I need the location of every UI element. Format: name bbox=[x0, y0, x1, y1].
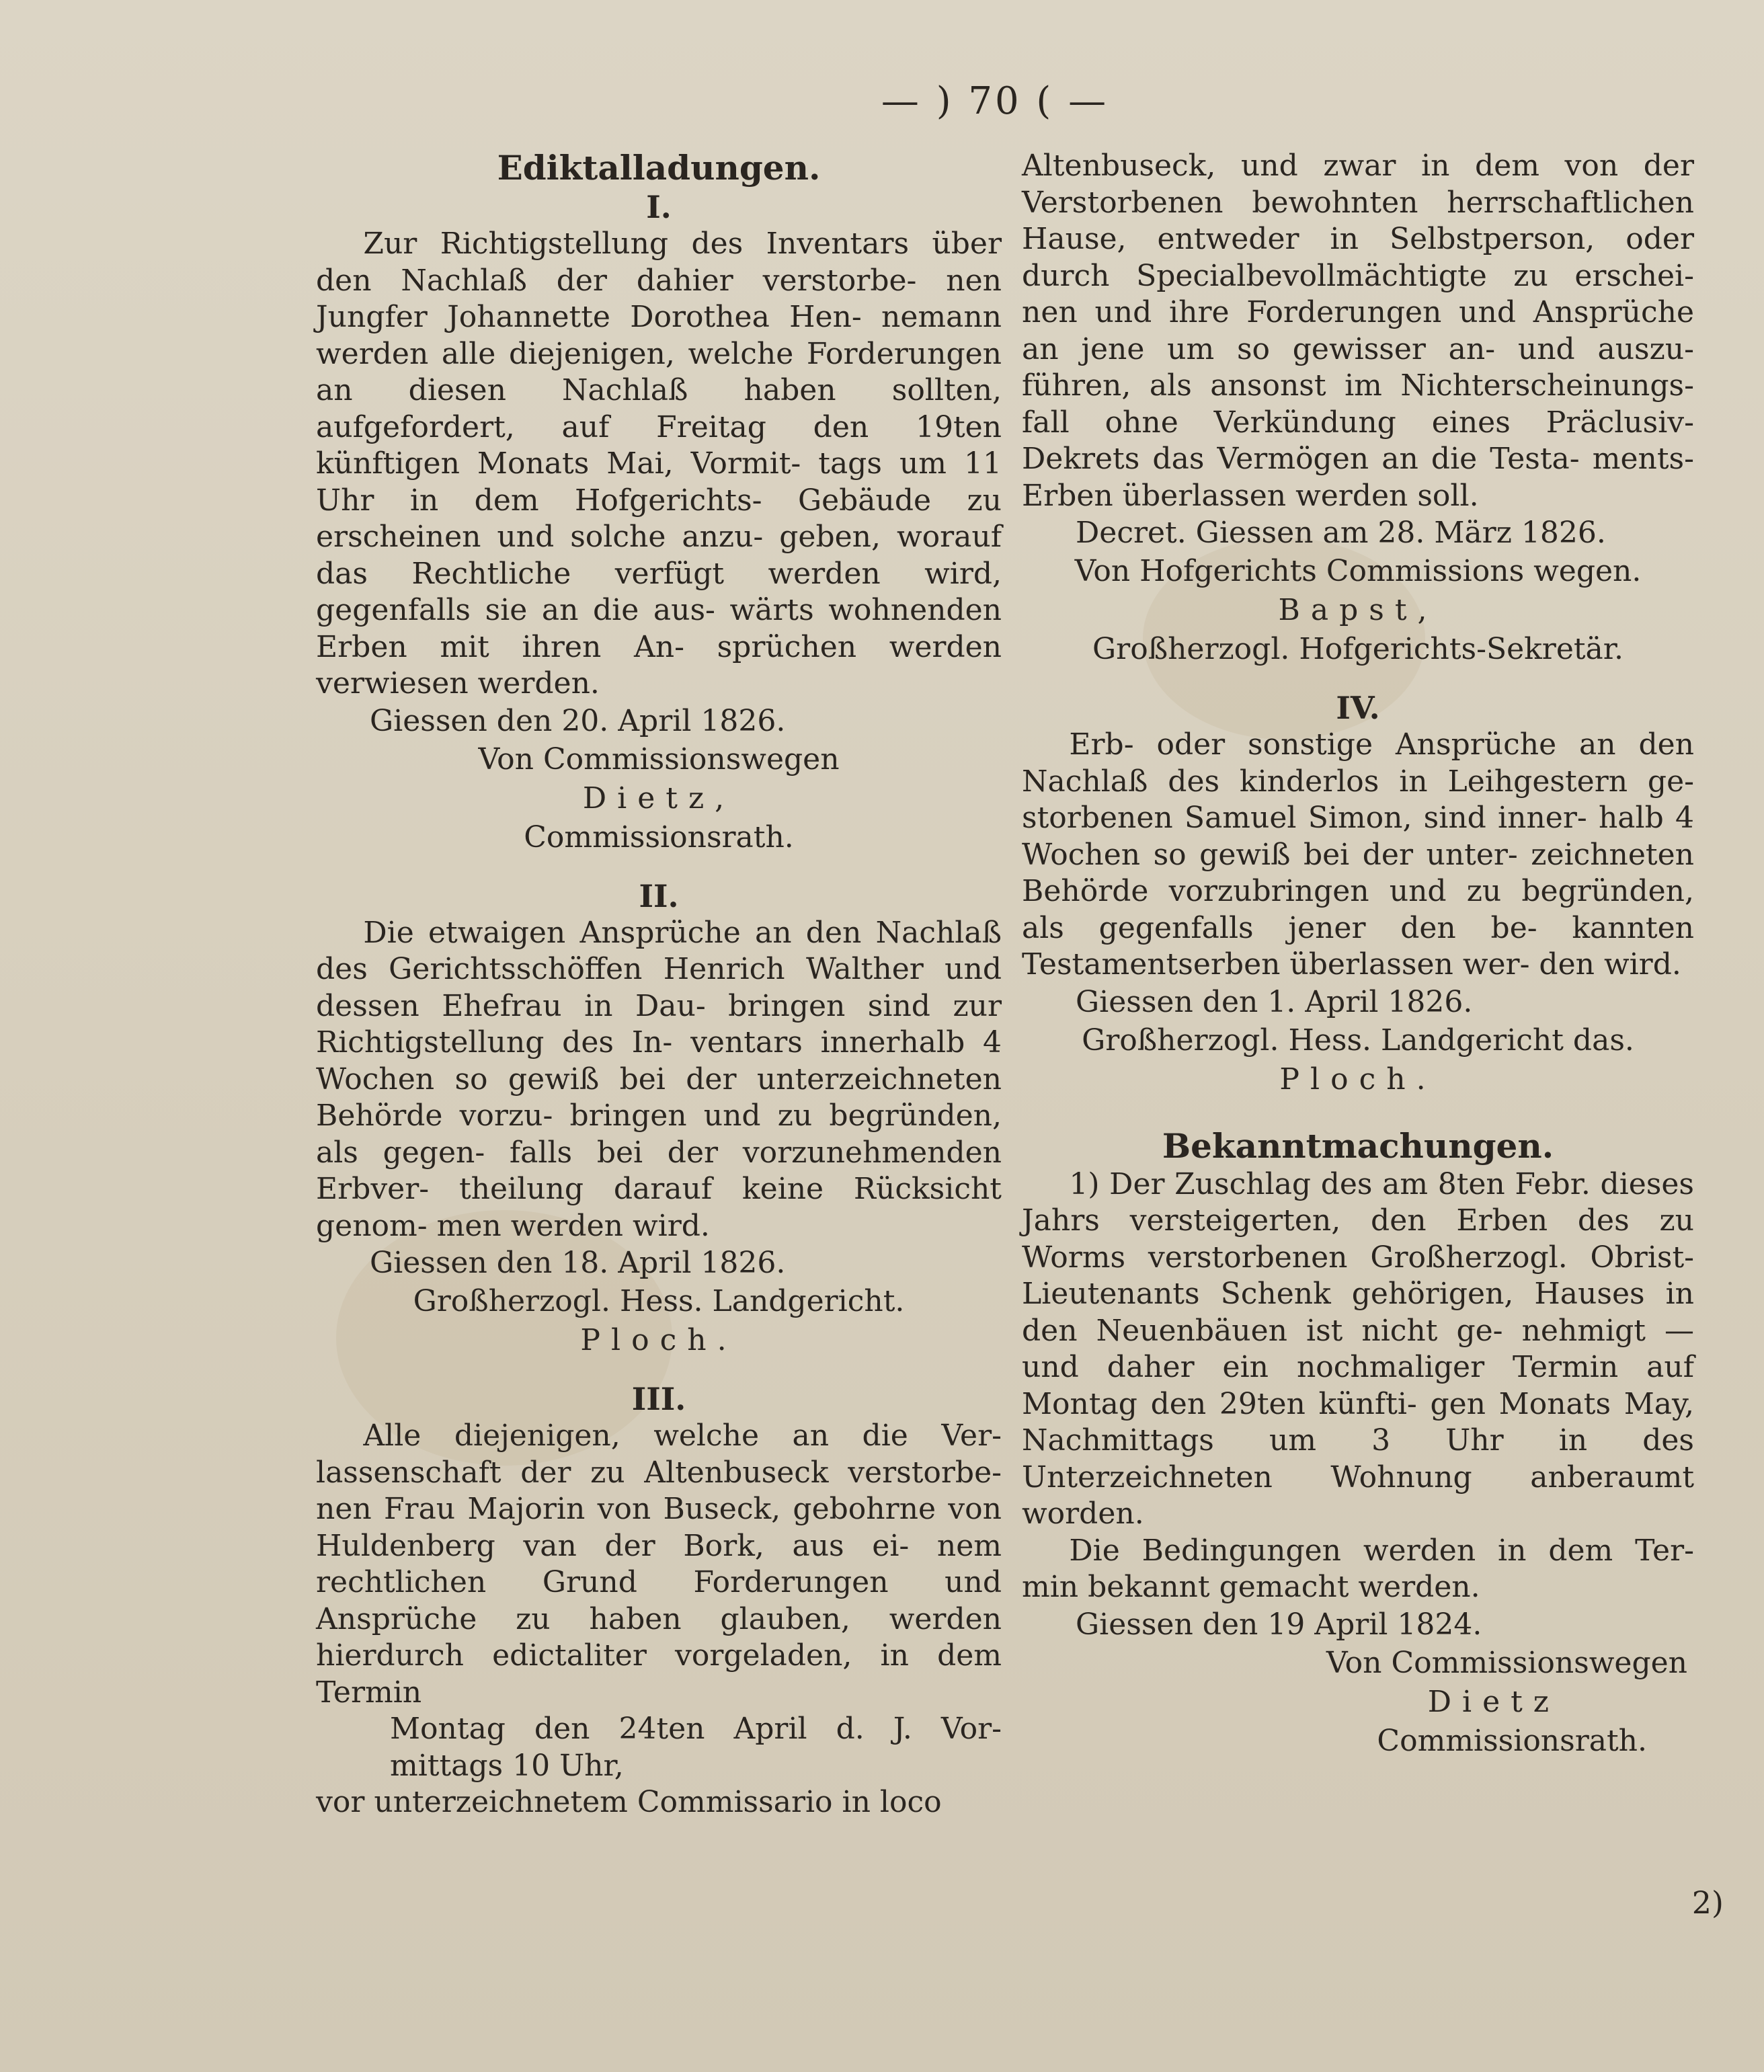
right-column bbox=[1022, 148, 1694, 1761]
notice-3-term: Montag den 24ten April d. J. Vor- mittags 10 Uhr, bbox=[390, 1712, 1002, 1783]
notice-1-authority: Von Commissionswegen bbox=[478, 742, 840, 776]
page-number: — ) 70 ( — bbox=[881, 79, 1109, 123]
notice-numeral-1: I. bbox=[646, 189, 672, 225]
notice-4-signer: Ploch. bbox=[1279, 1062, 1437, 1097]
left-column bbox=[316, 148, 1002, 1821]
notice-2-authority: Großherzogl. Hess. Landgericht. bbox=[413, 1284, 905, 1318]
notice-3-continuation: Altenbuseck, und zwar in dem von der Verstorbenen bewohnten herrschaftlichen Hause, entweder in Selbstperson, oder durch Specialbevollmächtigte zu erschei- nen und ihre Forderungen und Ansprüche an jene um so gewisser an- und auszu- führen, als ansonst im Nichterscheinungs- fall ohne Verkündung eines Präclusiv- Dekrets das Vermögen an die Testa- ments-Erben überlassen werden soll. bbox=[1022, 149, 1694, 513]
notice-2-text: Die etwaigen Ansprüche an den Nachlaß des Gerichtsschöffen Henrich Walther und dessen Ehefrau in Dau- bringen sind zur Richtigstellung des In- ventars innerhalb 4 Wochen so gewiß bei der unterzeichneten Behörde vorzu- bringen und zu begründen, als gegen- falls bei der vorzunehmenden Erbver- theilung darauf keine Rücksicht genom- men werden wird. bbox=[316, 915, 1002, 1243]
section-title-bekanntmachungen: Bekanntmachungen. bbox=[1162, 1125, 1554, 1166]
notice-3-text: Alle diejenigen, welche an die Ver- lassenschaft der zu Altenbuseck verstorbe- nen Frau Majorin von Buseck, gebohrne von Huldenberg van der Bork, aus ei- nem rechtlichen Grund Forderungen und Ansprüche zu haben glauben, werden hierdurch edictaliter vorgeladen, in dem Termin bbox=[316, 1419, 1002, 1710]
notice-2-date: Giessen den 18. April 1826. bbox=[370, 1246, 786, 1280]
notice-3-authority: Von Hofgerichts Commissions wegen. bbox=[1074, 554, 1642, 588]
notice-1-title: Commissionsrath. bbox=[524, 820, 794, 854]
notice-1-text: Zur Richtigstellung des Inventars über den Nachlaß der dahier verstorbe- nen Jungfer Johannette Dorothea Hen- nemann werden alle diejenigen, welche Forderungen an diesen Nachlaß haben sollten, aufgefordert, auf Freitag den 19ten künftigen Monats Mai, Vormit- tags um 11 Uhr in dem Hofgerichts- Gebäude zu erscheinen und solche anzu- geben, worauf das Rechtliche verfügt werden wird, gegenfalls sie an die aus- wärts wohnenden Erben mit ihren An- sprüchen werden verwiesen werden. bbox=[316, 227, 1002, 701]
notice-3-signer: Bapst, bbox=[1278, 593, 1438, 627]
announcement-1-conditions: Die Bedingungen werden in dem Ter- min bekannt gemacht werden. bbox=[1022, 1533, 1694, 1604]
notice-4-text: Erb- oder sonstige Ansprüche an den Nachlaß des kinderlos in Leihgestern ge- storbenen Samuel Simon, sind inner- halb 4 Wochen so gewiß bei der unter- zeichneten Behörde vorzubringen und zu begründen, als gegenfalls jener den be- kannten Testamentserben überlassen wer- den wird. bbox=[1022, 727, 1694, 982]
announcement-1-text: 1) Der Zuschlag des am 8ten Febr. dieses Jahrs versteigerten, den Erben des zu Worms verstorbenen Großherzogl. Obrist-Lieutenants Schenk gehörigen, Hauses in den Neuenbäuen ist nicht ge- nehmigt — und daher ein nochmaliger Termin auf Montag den 29ten künfti- gen Monats May, Nachmittags um 3 Uhr in des Unterzeichneten Wohnung anberaumt worden. bbox=[1022, 1166, 1694, 1531]
notice-3-text-continued: vor unterzeichnetem Commissario in loco bbox=[316, 1785, 942, 1819]
announcement-1-title: Commissionsrath. bbox=[1377, 1723, 1647, 1758]
announcement-1-signer: Dietz bbox=[1427, 1684, 1560, 1719]
notice-3-date: Decret. Giessen am 28. März 1826. bbox=[1076, 516, 1606, 550]
notice-1-signer: Dietz, bbox=[582, 781, 735, 815]
next-item-catchword: 2) bbox=[1691, 1884, 1724, 1921]
announcement-1-authority: Von Commissionswegen bbox=[1326, 1645, 1687, 1680]
notice-1-date: Giessen den 20. April 1826. bbox=[370, 703, 786, 738]
announcement-1-date: Giessen den 19 April 1824. bbox=[1076, 1607, 1482, 1642]
notice-4-authority: Großherzogl. Hess. Landgericht das. bbox=[1082, 1023, 1634, 1058]
notice-numeral-3: III. bbox=[631, 1381, 686, 1417]
section-title-ediktalladungen: Ediktalladungen. bbox=[497, 148, 821, 188]
notice-2-signer: Ploch. bbox=[580, 1323, 737, 1357]
notice-4-date: Giessen den 1. April 1826. bbox=[1076, 984, 1473, 1019]
notice-3-title: Großherzogl. Hofgerichts-Sekretär. bbox=[1092, 632, 1623, 666]
notice-numeral-2: II. bbox=[639, 877, 679, 914]
notice-numeral-4: IV. bbox=[1336, 690, 1380, 726]
